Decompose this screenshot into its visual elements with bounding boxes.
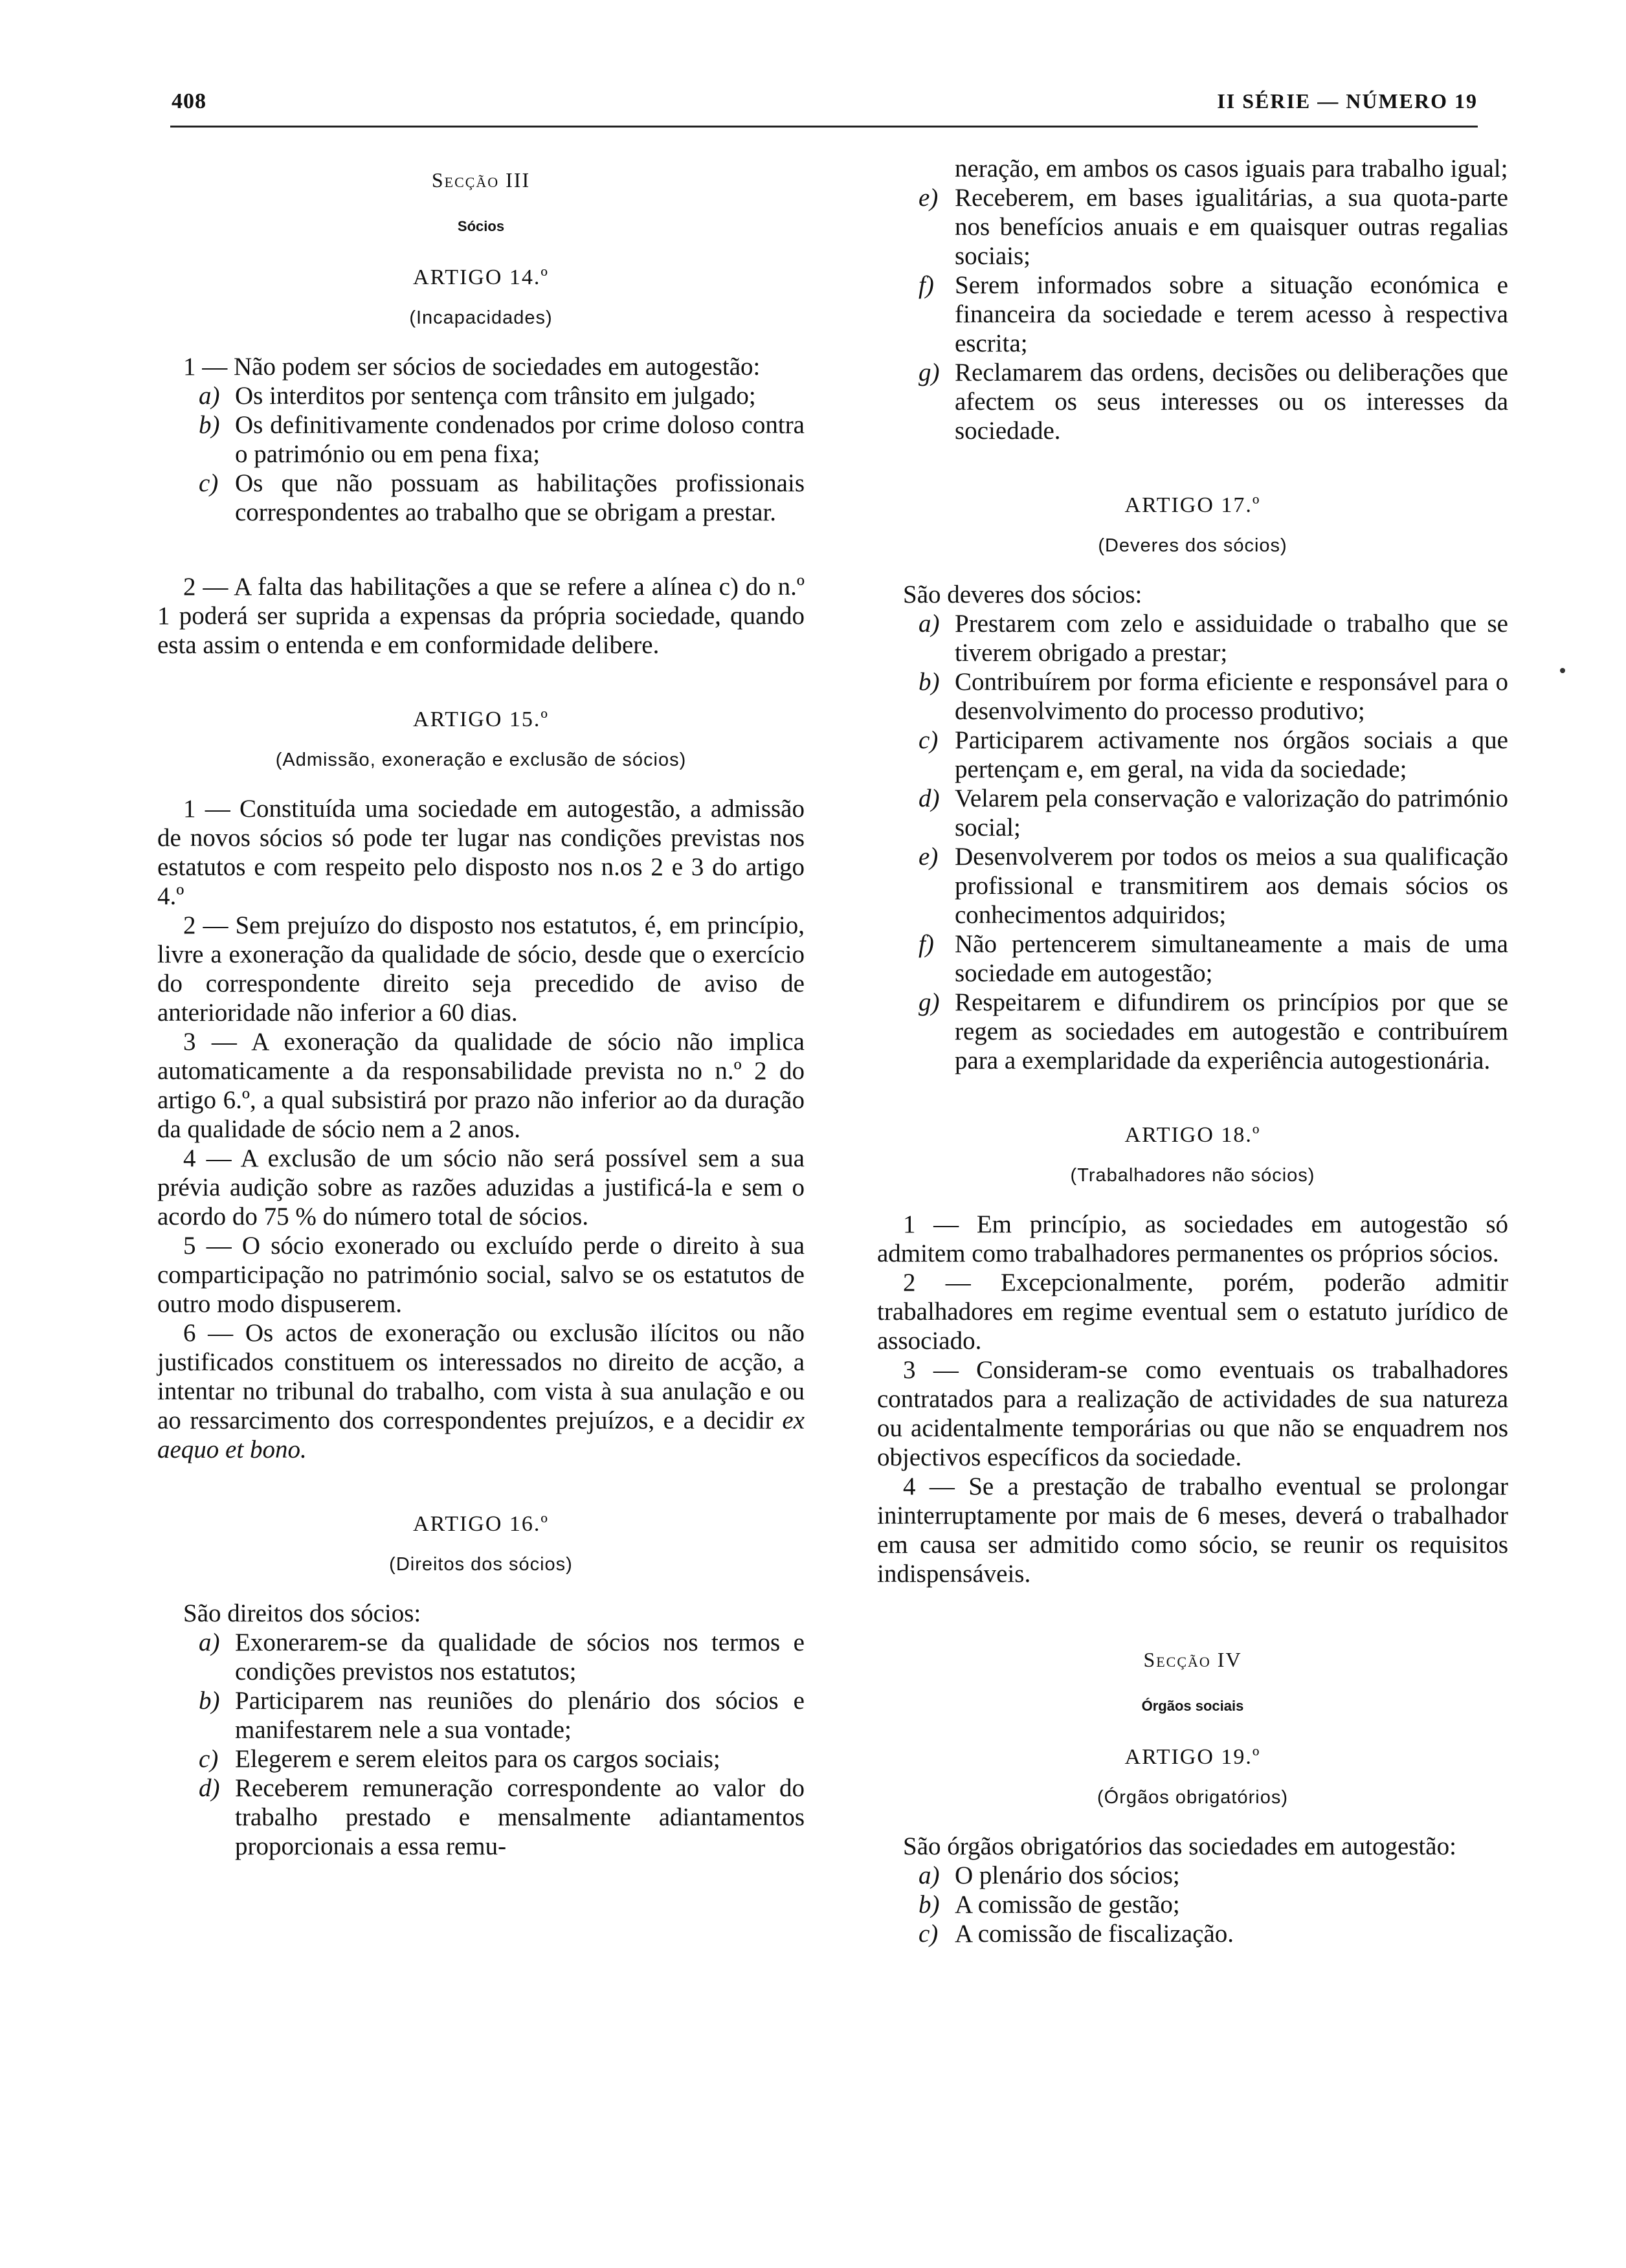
- list-item-text: Exonerarem-se da qualidade de sócios nos termos e condições previstos nos estatutos;: [235, 1629, 805, 1685]
- list-item-label: d): [199, 1774, 220, 1802]
- list-item-text: O plenário dos sócios;: [955, 1862, 1180, 1889]
- section-subtitle: Sócios: [457, 218, 505, 234]
- list-item-text: Os interditos por sentença com trânsito em julgado;: [235, 382, 756, 410]
- section-label: Secção III: [431, 168, 531, 192]
- list-item-label: f): [919, 930, 934, 958]
- article-heading: ARTIGO 18.º: [1124, 1123, 1261, 1147]
- list-item: [877, 358, 1508, 445]
- list-item: [877, 1861, 1508, 1890]
- list-item-text: Respeitarem e difundirem os princípios por que se regem as sociedades em autogestão e contribuírem para a exemplaridade da experiência autogestionária.: [955, 988, 1508, 1074]
- paragraph-text: 6 — Os actos de exoneração ou exclusão ilícitos ou não justificados constituem os interessados no direito de acção, a intentar no tribunal do trabalho, com vista à sua anulação e ou ao ressarcimento dos correspondentes prejuízos, e a decidir: [157, 1319, 805, 1434]
- latin-phrase: ex aequo et bono.: [157, 1406, 805, 1463]
- list-item-text: Não pertencerem simultaneamente a mais de uma sociedade em autogestão;: [955, 930, 1508, 987]
- series-label: II SÉRIE — NÚMERO 19: [1217, 89, 1478, 113]
- list-item-text: A comissão de gestão;: [955, 1891, 1180, 1918]
- list-item-text: Participarem activamente nos órgãos sociais a que pertençam e, em geral, na vida da sociedade;: [955, 726, 1508, 783]
- list-item: [157, 469, 805, 527]
- paragraph: 4 — Se a prestação de trabalho eventual se prolongar ininterruptamente por mais de 6 meses, deverá o trabalhador em causa ser admitido como sócio, se reunir os requisitos indispensáveis.: [877, 1473, 1508, 1588]
- paragraph: 2 — Excepcionalmente, porém, poderão admitir trabalhadores em regime eventual sem o estatuto jurídico de associado.: [877, 1269, 1508, 1355]
- list-item-text: Reclamarem das ordens, decisões ou deliberações que afectem os seus interesses ou os interesses da sociedade.: [955, 359, 1508, 445]
- list-item: [157, 381, 805, 410]
- list-item-text: Velarem pela conservação e valorização do património social;: [955, 784, 1508, 841]
- list-item: [877, 726, 1508, 784]
- article-title: (Admissão, exoneração e exclusão de sócios): [275, 750, 687, 770]
- list-item-text: Contribuírem por forma eficiente e responsável para o desenvolvimento do processo produtivo;: [955, 668, 1508, 725]
- list-item-label: a): [919, 610, 940, 638]
- list-item-label: b): [199, 411, 220, 439]
- list-item-text: Os definitivamente condenados por crime doloso contra o património ou em pena fixa;: [235, 411, 805, 468]
- list-item-label: g): [919, 988, 940, 1016]
- article-heading: ARTIGO 14.º: [413, 265, 549, 289]
- article-heading: ARTIGO 16.º: [413, 1512, 549, 1536]
- paragraph: 3 — Consideram-se como eventuais os trabalhadores contratados para a realização de actividades de sua natureza ou acidentalmente temporárias ou que não se enquadrem nos objectivos específicos da sociedade.: [877, 1356, 1508, 1471]
- list-item-label: b): [919, 1891, 940, 1918]
- list-item-label: d): [919, 784, 940, 812]
- list-item-label: e): [919, 843, 939, 871]
- article-heading: ARTIGO 19.º: [1124, 1745, 1261, 1769]
- article-title: (Deveres dos sócios): [1098, 535, 1287, 556]
- paragraph: São órgãos obrigatórios das sociedades em autogestão:: [903, 1832, 1456, 1860]
- section-heading: [877, 1645, 1508, 1674]
- right-column: [877, 154, 1508, 1948]
- list-item-text: Os que não possuam as habilitações profissionais correspondentes ao trabalho que se obrigam a prestar.: [235, 469, 805, 526]
- paragraph: 2 — A falta das habilitações a que se refere a alínea c) do n.º 1 poderá ser suprida a expensas da própria sociedade, quando esta assim o entenda e em conformidade delibere.: [157, 573, 805, 659]
- list-item-label: c): [919, 1920, 939, 1948]
- list-item: [877, 271, 1508, 358]
- list-item-text: A comissão de fiscalização.: [955, 1920, 1234, 1948]
- paragraph: [157, 1318, 805, 1464]
- list-item: [157, 1773, 805, 1861]
- list-item-text: Receberem, em bases igualitárias, a sua quota-parte nos benefícios anuais e em quaisquer outras regalias sociais;: [955, 184, 1508, 270]
- list-item: [877, 667, 1508, 726]
- list-item: [877, 784, 1508, 842]
- section-heading: [157, 166, 805, 195]
- list-item: [157, 1744, 805, 1773]
- paragraph: São deveres dos sócios:: [903, 581, 1142, 608]
- paragraph: 5 — O sócio exonerado ou excluído perde o direito à sua comparticipação no património social, salvo se os estatutos de outro modo dispuserem.: [157, 1232, 805, 1318]
- paragraph: 4 — A exclusão de um sócio não será possível sem a sua prévia audição sobre as razões aduzidas a justificá-la e sem o acordo do 75 % do número total de sócios.: [157, 1144, 805, 1230]
- paragraph: 3 — A exoneração da qualidade de sócio não implica automaticamente a da responsabilidade prevista no n.º 2 do artigo 6.º, a qual subsistirá por prazo não inferior ao da duração da qualidade de sócio nem a 2 anos.: [157, 1028, 805, 1143]
- article-title: (Trabalhadores não sócios): [1070, 1165, 1315, 1186]
- article-title: (Incapacidades): [409, 307, 553, 328]
- list-item: [877, 988, 1508, 1075]
- article-heading: ARTIGO 17.º: [1124, 493, 1261, 517]
- list-item-label: a): [919, 1862, 940, 1889]
- list-item-continuation: [877, 154, 1508, 183]
- paragraph: 1 — Não podem ser sócios de sociedades em autogestão:: [183, 353, 761, 381]
- list-item-label: e): [919, 184, 939, 212]
- scan-speck: [1560, 668, 1565, 673]
- article-title: (Órgãos obrigatórios): [1097, 1787, 1288, 1808]
- section-subtitle: Órgãos sociais: [1141, 1698, 1244, 1714]
- paragraph: São direitos dos sócios:: [183, 1599, 421, 1627]
- list-item-label: c): [199, 469, 219, 497]
- paragraph: 2 — Sem prejuízo do disposto nos estatutos, é, em princípio, livre a exoneração da qualidade de sócio, desde que o exercício do correspondente direito seja precedido de aviso de anterioridade não inferior a 60 dias.: [157, 911, 805, 1027]
- article-heading: ARTIGO 15.º: [413, 707, 549, 731]
- list-item-label: a): [199, 1629, 220, 1656]
- page-header: [170, 89, 1478, 128]
- list-item-text: Receberem remuneração correspondente ao valor do trabalho prestado e mensalmente adiantamentos proporcionais a essa remu-: [235, 1774, 805, 1860]
- list-item-text: Elegerem e serem eleitos para os cargos sociais;: [235, 1745, 720, 1773]
- list-item: [157, 1628, 805, 1686]
- list-item: [157, 410, 805, 469]
- list-item: [877, 929, 1508, 988]
- page-number: 408: [172, 89, 206, 113]
- list-item-text: Desenvolverem por todos os meios a sua qualificação profissional e transmitirem aos demais sócios os conhecimentos adquiridos;: [955, 843, 1508, 929]
- list-item-label: a): [199, 382, 220, 410]
- list-item-text: Prestarem com zelo e assiduidade o trabalho que se tiverem obrigado a prestar;: [955, 610, 1508, 667]
- list-item-label: f): [919, 271, 934, 299]
- left-column: [157, 154, 805, 1861]
- list-item: [877, 609, 1508, 667]
- list-item: [157, 1686, 805, 1744]
- article-title: (Direitos dos sócios): [389, 1554, 573, 1575]
- section-label: Secção IV: [1143, 1648, 1242, 1671]
- list-item-text: Participarem nas reuniões do plenário dos sócios e manifestarem nele a sua vontade;: [235, 1687, 805, 1744]
- list-item: [877, 842, 1508, 929]
- list-item-text: Serem informados sobre a situação económica e financeira da sociedade e terem acesso à respectiva escrita;: [955, 271, 1508, 357]
- paragraph: 1 — Constituída uma sociedade em autogestão, a admissão de novos sócios só pode ter lugar nas condições previstas nos estatutos e com respeito pelo disposto nos n.os 2 e 3 do artigo 4.º: [157, 795, 805, 910]
- list-item-text: neração, em ambos os casos iguais para trabalho igual;: [955, 155, 1508, 183]
- paragraph: 1 — Em princípio, as sociedades em autogestão só admitem como trabalhadores permanentes os próprios sócios.: [877, 1210, 1508, 1267]
- list-item-label: g): [919, 359, 940, 386]
- list-item: [877, 1919, 1508, 1948]
- list-item: [877, 183, 1508, 271]
- list-item-label: b): [919, 668, 940, 696]
- list-item: [877, 1890, 1508, 1919]
- list-item-label: b): [199, 1687, 220, 1715]
- list-item-label: c): [199, 1745, 219, 1773]
- list-item-label: c): [919, 726, 939, 754]
